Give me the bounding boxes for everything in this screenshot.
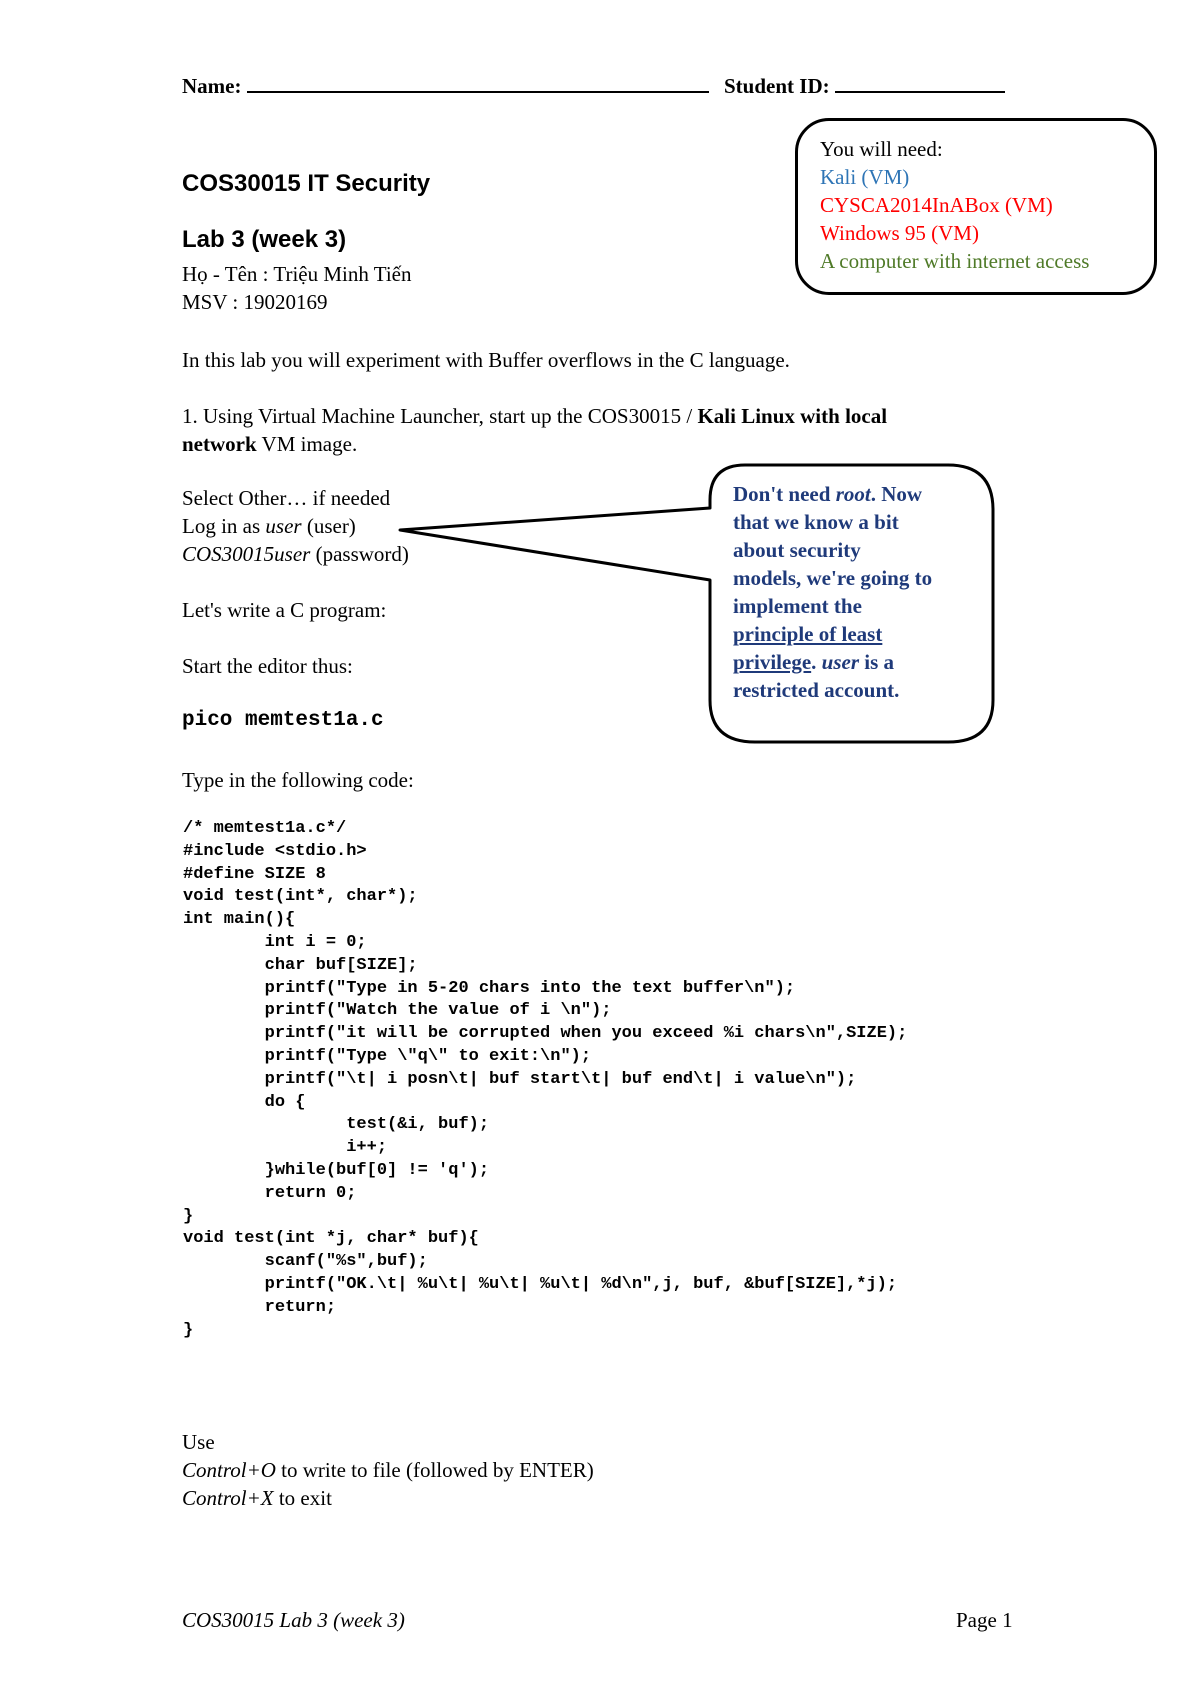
save-instruction [182,1456,594,1484]
requirement-win95: Windows 95 (VM) [820,221,979,245]
step1-vm-name: Kali Linux with local [697,404,888,428]
code-line: test(&i, buf); [183,1115,490,1135]
student-id-label: Student ID: [724,74,830,98]
footer-left: COS30015 Lab 3 (week 3) [182,1608,405,1632]
code-line: #define SIZE 8 [183,864,326,884]
course-title: COS30015 IT Security [182,170,431,197]
code-line: scanf("%s",buf); [183,1252,428,1272]
login-prefix: Log in as [182,514,266,538]
write-program-text: Let's write a C program: [182,598,387,622]
requirement-kali: Kali (VM) [820,165,910,189]
code-line: #include <stdio.h> [183,841,367,861]
callout-line-4: models, we're going to [733,566,933,590]
callout-text [733,480,932,704]
requirement-internet: A computer with internet access [820,249,1090,273]
code-line: printf("Type \"q\" to exit:\n"); [183,1046,592,1066]
student-number: MSV : 19020169 [182,290,328,314]
step1-vm-name-cont: network [182,432,257,456]
login-suffix: (user) [301,514,356,538]
callout-line-1: Don't need root. Now [733,482,923,506]
code-line: return; [183,1297,337,1317]
code-line: printf("it will be corrupted when you exceed %i chars\n",SIZE); [183,1024,908,1044]
step1-text: 1. Using Virtual Machine Launcher, start up the COS30015 / [182,404,698,428]
code-line: void test(int *j, char* buf){ [183,1229,479,1249]
code-line: void test(int*, char*); [183,887,418,907]
save-shortcut: Control+O [182,1458,276,1482]
exit-shortcut: Control+X [182,1486,274,1510]
code-line: printf("\t| i posn\t| buf start\t| buf end\t| i value\n"); [183,1069,857,1089]
callout-line-5: implement the [733,594,862,618]
requirements-title: You will need: [820,137,943,161]
start-editor-text: Start the editor thus: [182,654,353,678]
step1-suffix: VM image. [256,432,358,456]
callout-line-2: that we know a bit [733,510,899,534]
requirement-cysca: CYSCA2014InABox (VM) [820,193,1053,217]
student-name: Họ - Tên : Triệu Minh Tiến [182,262,412,286]
type-code-text: Type in the following code: [182,768,414,792]
password-value: COS30015user [182,542,311,566]
code-block [183,818,907,1342]
callout-line-7: privilege. user is a [733,650,895,674]
use-label: Use [182,1430,215,1454]
code-line: printf("Watch the value of i \n"); [183,1001,612,1021]
code-line: int i = 0; [183,932,367,952]
lab-title: Lab 3 (week 3) [182,226,347,253]
code-line: } [183,1320,194,1340]
code-line: } [183,1206,194,1226]
code-line: i++; [183,1138,388,1158]
callout-line-8: restricted account. [733,678,900,702]
callout-line-6 [733,620,932,648]
exit-instruction [182,1484,332,1512]
privilege-link: privilege [733,650,812,674]
code-line: printf("OK.\t| %u\t| %u\t| %u\t| %d\n",j, buf, &buf[SIZE],*j); [183,1274,898,1294]
login-user: user [265,514,302,538]
code-line: printf("Type in 5-20 chars into the text buffer\n"); [183,978,796,998]
code-line: char buf[SIZE]; [183,955,418,975]
principle-link: principle of least [733,622,883,646]
code-line: }while(buf[0] != 'q'); [183,1160,490,1180]
save-text: to write to file (followed by ENTER) [275,1458,594,1482]
login-select-other: Select Other… if needed [182,486,391,510]
password-label: (password) [310,542,409,566]
code-line: return 0; [183,1183,357,1203]
callout-line-3: about security [733,538,861,562]
pico-command: pico memtest1a.c [182,709,384,732]
intro-paragraph: In this lab you will experiment with Buffer overflows in the C language. [182,348,790,372]
exit-text: to exit [273,1486,332,1510]
code-line: int main(){ [183,910,296,930]
footer-page-number: Page 1 [956,1608,1013,1632]
name-label: Name: [182,74,242,98]
code-line: do { [183,1092,306,1112]
code-line: /* memtest1a.c*/ [183,819,347,838]
